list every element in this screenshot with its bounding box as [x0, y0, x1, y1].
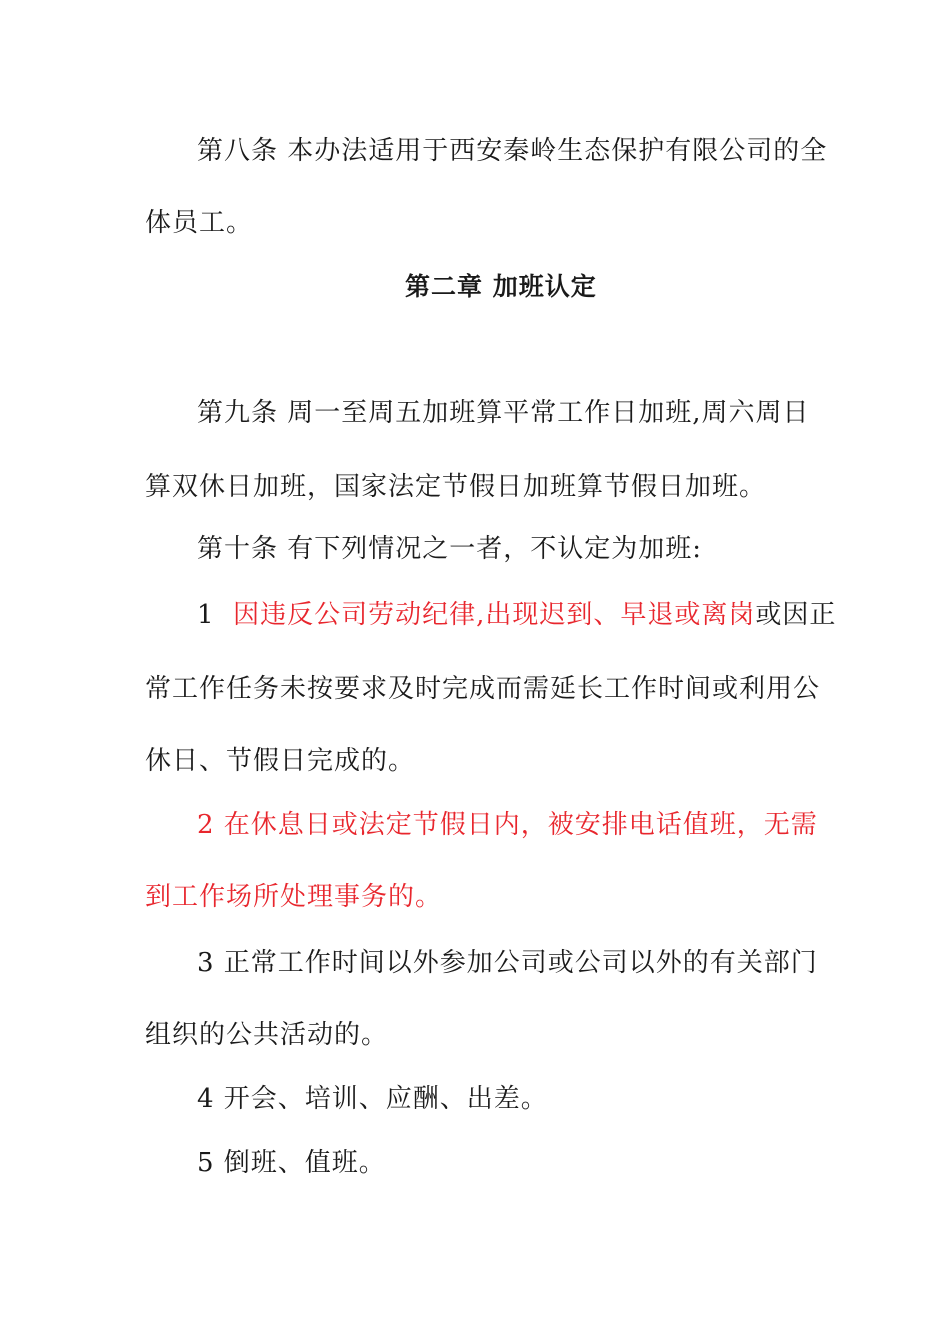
- article-8-line-2: 体员工。: [145, 208, 254, 238]
- article-10-item-2-line-1: 2 在休息日或法定节假日内，被安排电话值班，无需: [197, 810, 818, 840]
- article-10-item-1-line-2: 常工作任务未按要求及时完成而需延长工作时间或利用公: [145, 674, 821, 704]
- article-9-line-1: 第九条 周一至周五加班算平常工作日加班,周六周日: [197, 398, 810, 428]
- article-9-line-2: 算双休日加班，国家法定节假日加班算节假日加班。: [145, 472, 767, 502]
- item-1-number: 1: [197, 600, 215, 630]
- article-10-intro: 第十条 有下列情况之一者，不认定为加班:: [197, 534, 703, 564]
- article-10-item-2-line-2: 到工作场所处理事务的。: [145, 882, 443, 912]
- article-10-item-3-line-2: 组织的公共活动的。: [145, 1020, 389, 1050]
- item-1-red-text: 因违反公司劳动纪律,出现迟到、早退或离岗: [233, 600, 756, 630]
- article-10-item-1-line-1: [197, 598, 836, 632]
- item-1-black-text: 或因正: [755, 600, 837, 630]
- chapter-2-heading: 第二章 加班认定: [405, 272, 597, 301]
- article-8-line-1: 第八条 本办法适用于西安秦岭生态保护有限公司的全: [197, 136, 828, 166]
- article-10-item-4: 4 开会、培训、应酬、出差。: [197, 1084, 548, 1114]
- article-10-item-5: 5 倒班、值班。: [197, 1148, 386, 1178]
- article-10-item-3-line-1: 3 正常工作时间以外参加公司或公司以外的有关部门: [197, 948, 818, 978]
- article-10-item-1-line-3: 休日、节假日完成的。: [145, 746, 416, 776]
